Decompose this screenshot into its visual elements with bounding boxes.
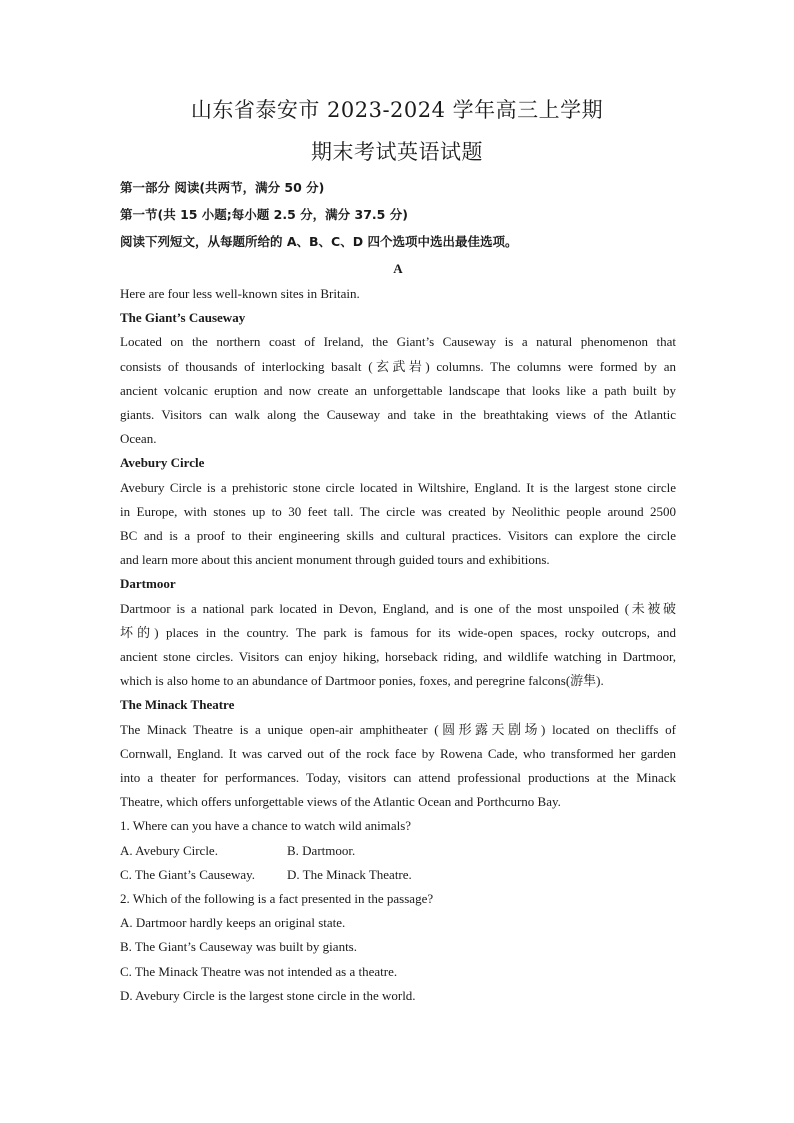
site-minack-theatre bbox=[120, 693, 676, 814]
site-heading: The Giant’s Causeway bbox=[120, 310, 246, 326]
option-b: B. The Giant’s Causeway was built by giants. bbox=[120, 939, 357, 955]
options-row bbox=[120, 863, 676, 887]
option-d: D. The Minack Theatre. bbox=[287, 866, 412, 882]
paragraph-line: Ocean. bbox=[120, 431, 157, 447]
paragraph-line: Avebury Circle is a prehistoric stone circle located in Wiltshire, England. It is the largest stone circle bbox=[120, 479, 676, 495]
paragraph-line: 坏的) places in the country. The park is famous for its wide-open spaces, rocky outcrops, and bbox=[120, 624, 676, 640]
options-row bbox=[120, 839, 676, 863]
section-heading: 第一节(共 15 小题;每小题 2.5 分，满分 37.5 分) bbox=[120, 207, 408, 222]
paragraph-line: Dartmoor is a national park located in Devon, England, and is one of the most unspoiled (未被破 bbox=[120, 600, 676, 616]
part-heading: 第一部分 阅读(共两节，满分 50 分) bbox=[120, 180, 325, 195]
paragraph-line: Theatre, which offers unforgettable views of the Atlantic Ocean and Porthcurno Bay. bbox=[120, 794, 561, 810]
paragraph-line: ancient stone circles. Visitors can enjoy hiking, horseback riding, and wildlife watching in Dartmoor, bbox=[120, 649, 676, 665]
option-c: C. The Minack Theatre was not intended as a theatre. bbox=[120, 963, 398, 979]
paragraph-line: consists of thousands of interlocking basalt (玄武岩) columns. The columns were formed by an bbox=[120, 358, 676, 374]
site-heading: Avebury Circle bbox=[120, 455, 205, 471]
question-text: 1. Where can you have a chance to watch wild animals? bbox=[120, 818, 412, 834]
passage-intro: Here are four less well-known sites in Britain. bbox=[120, 286, 360, 301]
paragraph-line: into a theater for performances. Today, visitors can attend professional productions at the Minack bbox=[120, 770, 676, 786]
exam-title-line1: 山东省泰安市 2023-2024 学年高三上学期 bbox=[190, 98, 604, 122]
paragraph-line: The Minack Theatre is a unique open-air amphitheater (圆形露天剧场) located on thecliffs of bbox=[120, 721, 676, 737]
option-c: C. The Giant’s Causeway. bbox=[120, 866, 256, 882]
question-2 bbox=[120, 887, 676, 1008]
site-dartmoor bbox=[120, 572, 676, 693]
site-giants-causeway bbox=[120, 306, 676, 451]
site-paragraph bbox=[120, 597, 676, 694]
site-heading: Dartmoor bbox=[120, 576, 176, 592]
paragraph-line: Cornwall, England. It was carved out of the rock face by Rowena Cade, who transformed her garden bbox=[120, 745, 676, 761]
site-paragraph bbox=[120, 718, 676, 815]
paragraph-line: in Europe, with stones up to 30 feet tall. The circle was created by Neolithic people around 2500 bbox=[120, 503, 676, 519]
question-1 bbox=[120, 814, 676, 887]
paragraph-line: and learn more about this ancient monument through guided tours and exhibitions. bbox=[120, 552, 550, 568]
option-d: D. Avebury Circle is the largest stone circle in the world. bbox=[120, 987, 416, 1003]
exam-content bbox=[120, 174, 676, 1008]
paragraph-line: Located on the northern coast of Ireland, the Giant’s Causeway is a natural phenomenon that bbox=[120, 334, 676, 350]
paragraph-line: ancient volcanic eruption and now create an unforgettable landscape that looks like a path built by bbox=[120, 382, 676, 398]
site-heading: The Minack Theatre bbox=[120, 697, 235, 713]
paragraph-line: giants. Visitors can walk along the Causeway and take in the breathtaking views of the Atlantic bbox=[120, 407, 676, 423]
option-b: B. Dartmoor. bbox=[287, 842, 356, 858]
paragraph-line: which is also home to an abundance of Dartmoor ponies, foxes, and peregrine falcons(游隼). bbox=[120, 673, 604, 689]
exam-title-line2: 期末考试英语试题 bbox=[311, 140, 483, 164]
question-text: 2. Which of the following is a fact presented in the passage? bbox=[120, 891, 434, 907]
site-avebury-circle bbox=[120, 451, 676, 572]
site-paragraph bbox=[120, 476, 676, 573]
passage-label: A bbox=[393, 261, 403, 276]
site-paragraph bbox=[120, 330, 676, 451]
instructions: 阅读下列短文，从每题所给的 A、B、C、D 四个选项中选出最佳选项。 bbox=[120, 234, 518, 249]
option-a: A. Avebury Circle. bbox=[120, 842, 218, 858]
paragraph-line: BC and is a proof to their engineering skills and cultural practices. Visitors can explore the circle bbox=[120, 528, 676, 544]
option-a: A. Dartmoor hardly keeps an original state. bbox=[120, 915, 346, 931]
